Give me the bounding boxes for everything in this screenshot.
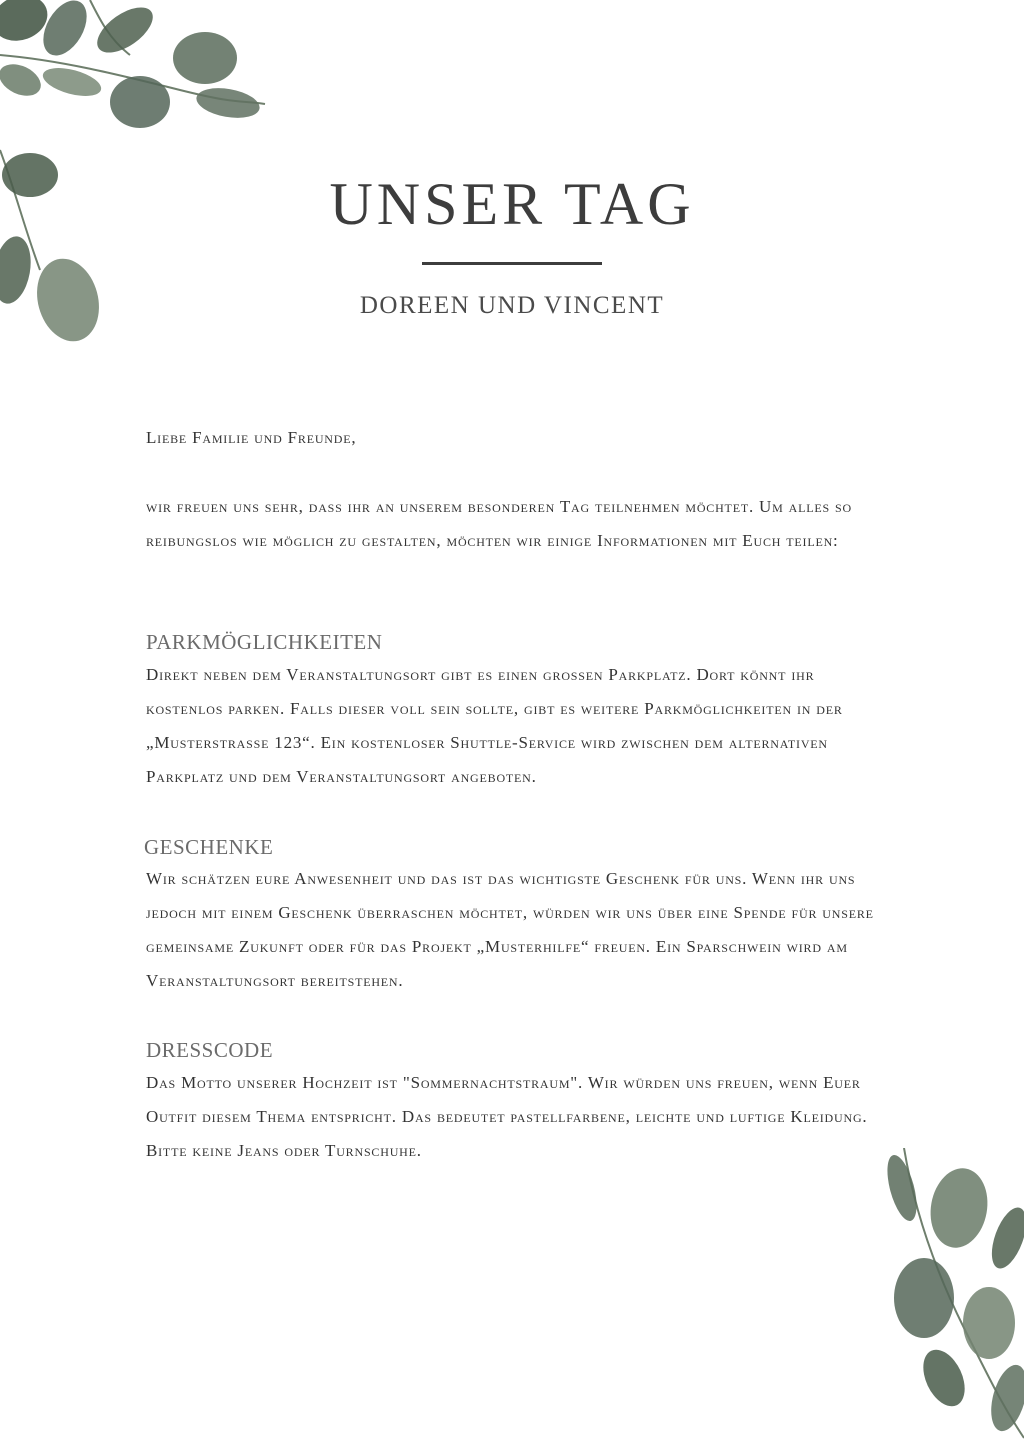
section-text-gifts: Wir schätzen eure Anwesenheit und das ist das wichtigste Geschenk für uns. Wenn ihr uns jedoch mit einem Geschenk überraschen möchtet, würden wir uns über eine Spende für unsere gemeinsame Zukunft oder für das Projekt „Musterhilfe“ freuen. Ein Sparschwein wird am Veranstaltungsort bereitstehen. — [146, 869, 874, 990]
page-title: UNSER TAG — [329, 171, 695, 237]
greeting: Liebe Familie und Freunde, — [146, 428, 357, 447]
title-divider — [422, 262, 602, 265]
section-heading-parking: PARKMÖGLICHKEITEN — [146, 630, 383, 654]
eucalyptus-leaves-bottom-right-icon — [874, 1148, 1024, 1448]
section-text-dresscode: Das Motto unserer Hochzeit ist "Sommernachtstraum". Wir würden uns freuen, wenn Euer Outfit diesem Thema entspricht. Das bedeutet pastellfarbene, leichte und luftige Kleidung. Bitte keine Jeans oder Turnschuhe. — [146, 1073, 868, 1160]
section-heading-gifts: GESCHENKE — [144, 835, 274, 859]
couple-names: DOREEN UND VINCENT — [359, 292, 665, 319]
intro-paragraph: wir freuen uns sehr, dass ihr an unserem besonderen Tag teilnehmen möchtet. Um alles so reibungslos wie möglich zu gestalten, möchten wir einige Informationen mit Euch teilen: — [146, 497, 852, 550]
section-heading-dresscode: DRESSCODE — [146, 1038, 274, 1062]
section-text-parking: Direkt neben dem Veranstaltungsort gibt es einen grossen Parkplatz. Dort könnt ihr kostenlos parken. Falls dieser voll sein sollte, gibt es weitere Parkmöglichkeiten in der „Musterstrasse 123“. Ein kostenloser Shuttle-Service wird zwischen dem alternativen Parkplatz und dem Veranstaltungsort angeboten. — [146, 665, 843, 786]
